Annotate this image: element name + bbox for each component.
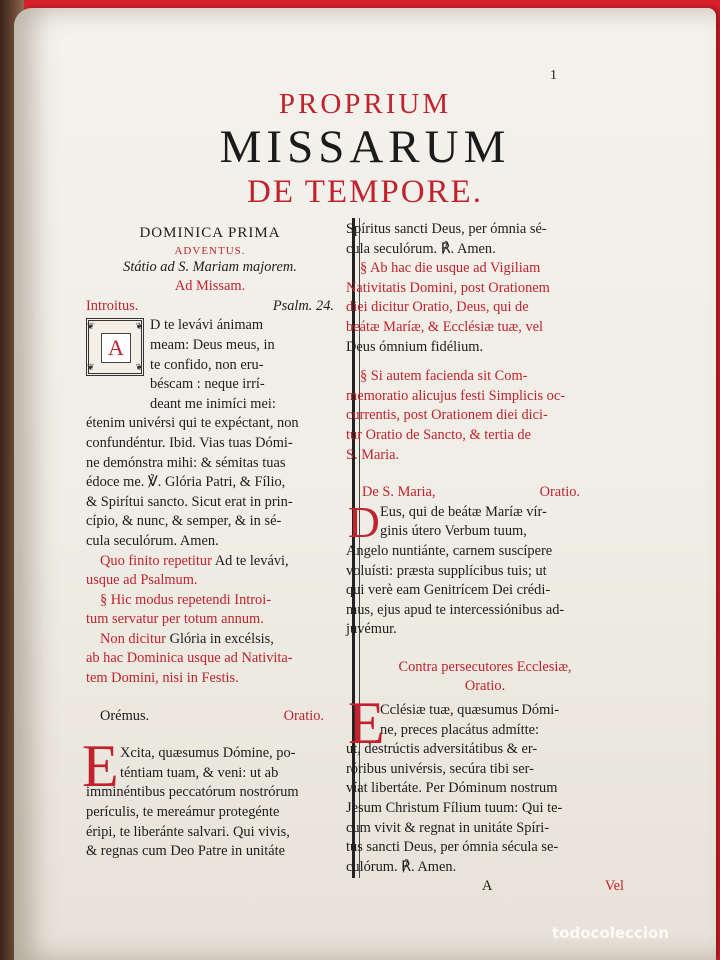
de-s-maria-label: De S. Maria, bbox=[362, 484, 436, 501]
introit-line: étenim univérsi qui te expéctant, non bbox=[86, 415, 299, 432]
prayer-line: téntiam tuam, & veni: ut ab bbox=[120, 764, 279, 781]
rubric-line: tur Oratio de Sancto, & tertia de bbox=[346, 426, 532, 443]
introit-line: te confido, non eru- bbox=[150, 356, 264, 373]
section-title: DOMINICA PRIMA bbox=[139, 225, 281, 241]
oremus-label: Orémus. bbox=[100, 707, 150, 724]
drop-cap-letter: D bbox=[348, 497, 380, 547]
prayer-line: Jesum Christum Fílium tuum: Qui te- bbox=[346, 800, 563, 817]
rubric-red-text: Non dicitur bbox=[100, 630, 166, 647]
rubric-line: tum servatur per totum annum. bbox=[86, 611, 264, 628]
watermark-logo: todocoleccion bbox=[552, 924, 669, 942]
rubric-black-text: Ad te levávi, bbox=[214, 552, 289, 569]
page-number: 1 bbox=[550, 68, 557, 83]
prayer-line: mus, ejus apud te intercessiónibus ad- bbox=[346, 601, 565, 618]
introit-line: cípio, & nunc, & semper, & in sé- bbox=[86, 513, 282, 530]
introit-line: béscam : neque irrí- bbox=[150, 376, 265, 393]
book-page bbox=[14, 8, 716, 960]
right-column bbox=[346, 220, 624, 897]
spacer bbox=[86, 689, 334, 707]
ornamental-initial bbox=[86, 318, 144, 376]
rubric-line: currentis, post Orationem diei dici- bbox=[346, 407, 548, 424]
ornament-icon: ❦ bbox=[135, 361, 143, 372]
prayer-line: Eus, qui de beátæ Maríæ vír- bbox=[380, 503, 547, 520]
prayer-line: ginis útero Verbum tuum, bbox=[380, 523, 527, 540]
spacer bbox=[346, 640, 624, 658]
oremus-line bbox=[86, 707, 334, 727]
ad-missam-label: Ad Missam. bbox=[174, 278, 246, 295]
rubric-line: beátæ Maríæ, & Ecclésiæ tuæ, vel bbox=[346, 318, 544, 335]
signature-mark: A bbox=[482, 878, 493, 895]
rubric-line: ab hac Dominica usque ad Nativita- bbox=[86, 650, 293, 667]
left-column bbox=[82, 224, 334, 862]
rubric-line: S. Maria. bbox=[346, 446, 400, 463]
introit-line: cula seculórum. Amen. bbox=[86, 532, 219, 549]
prayer-line: juvémur. bbox=[346, 621, 397, 638]
spacer bbox=[346, 465, 624, 483]
prayer-line: éripi, te liberánte salvari. Qui vivis, bbox=[86, 823, 290, 840]
introit-line: deant me inimíci mei: bbox=[150, 395, 276, 412]
rubric-gloria bbox=[86, 630, 334, 650]
rubric-line: § Hic modus repetendi Introi- bbox=[100, 591, 272, 608]
prayer-line: cum vivit & regnat in unitáte Spíri- bbox=[346, 819, 550, 836]
church-prayer bbox=[346, 690, 624, 877]
psalm-reference: Psalm. 24. bbox=[272, 297, 334, 314]
rubric-line: memoratio alicujus festi Simplicis oc- bbox=[346, 387, 566, 404]
ornament-icon: ❦ bbox=[87, 361, 95, 372]
heading-de-tempore: DE TEMPORE. bbox=[247, 174, 483, 210]
rubric-red-text: Quo finito repetitur bbox=[100, 552, 212, 569]
prayer-line: Cclésiæ tuæ, quæsumus Dómi- bbox=[380, 702, 560, 719]
oratio-label: Oratio. bbox=[283, 707, 324, 724]
prayer-line: & regnas cum Deo Patre in unitáte bbox=[86, 843, 286, 860]
prayer-line: róribus univérsis, secúra tibi ser- bbox=[346, 760, 534, 777]
rubric-line: Nativitatis Domini, post Orationem bbox=[346, 279, 550, 296]
rubric-repeat bbox=[86, 552, 334, 572]
drop-cap-letter: E bbox=[82, 733, 119, 800]
drop-cap-letter: E bbox=[348, 690, 385, 757]
introit-line: confundéntur. Ibid. Vias tuas Dómi- bbox=[86, 434, 293, 451]
collect-prayer bbox=[82, 733, 334, 862]
prayer-line: Xcita, quæsumus Dómine, po- bbox=[120, 745, 296, 762]
introit-line: ne demónstra mihi: & sémitas tuas bbox=[86, 454, 286, 471]
prayer-line: víat libertáte. Per Dóminum nostrum bbox=[346, 780, 558, 797]
prayer-line: Angelo nuntiánte, carnem suscípere bbox=[346, 542, 553, 559]
introitus-label: Introitus. bbox=[86, 297, 139, 314]
rubric-black-text: Glória in excélsis, bbox=[169, 630, 274, 647]
initial-letter: A bbox=[101, 333, 131, 363]
introit-line: & Spirítui sancto. Sicut erat in prin- bbox=[86, 493, 293, 510]
spacer bbox=[346, 357, 624, 367]
prayer-line: perículis, te mereámur protegénte bbox=[86, 804, 280, 821]
catchword: Vel bbox=[604, 878, 624, 895]
introit-line: meam: Deus meus, in bbox=[150, 336, 275, 353]
introit-line: édoce me. ℣. Glória Patri, & Fílio, bbox=[86, 474, 286, 491]
oratio-label: Oratio. bbox=[539, 484, 580, 501]
text-line: cula seculórum. ℟. Amen. bbox=[346, 240, 496, 257]
spacer bbox=[86, 726, 334, 744]
prayer-line: voluísti: præsta supplícibus tuis; ut bbox=[346, 562, 547, 579]
signature-line bbox=[346, 877, 624, 897]
prayer-line: imminéntibus peccatórum nostrórum bbox=[86, 784, 299, 801]
statio-line: Státio ad S. Mariam majorem. bbox=[123, 258, 297, 275]
prayer-line: culórum. ℟. Amen. bbox=[346, 858, 457, 875]
rubric-line: Deus ómnium fidélium. bbox=[346, 338, 484, 355]
heading-proprium: PROPRIUM bbox=[278, 88, 452, 120]
introit-text bbox=[86, 316, 334, 551]
introitus-line bbox=[86, 297, 334, 317]
section-subtitle: ADVENTUS. bbox=[174, 244, 246, 257]
rubric-line: § Si autem facienda sit Com- bbox=[360, 368, 528, 385]
ornament-icon: ❦ bbox=[87, 321, 95, 332]
rubric-line: diei dicitur Oratio, Deus, qui de bbox=[346, 299, 529, 316]
de-s-maria-line bbox=[346, 483, 624, 503]
prayer-line: ut, destrúctis adversitátibus & er- bbox=[346, 741, 538, 758]
prayer-line: tus sancti Deus, per ómnia sécula se- bbox=[346, 839, 559, 856]
prayer-line: qui verè eam Genitrícem Dei crédi- bbox=[346, 582, 551, 599]
ornament-icon: ❦ bbox=[135, 321, 143, 332]
marian-prayer bbox=[346, 497, 624, 640]
heading-missarum: MISSARUM bbox=[219, 121, 511, 173]
rubric-line: § Ab hac die usque ad Vigiliam bbox=[360, 260, 541, 277]
rubric-line: tem Domini, nisi in Festis. bbox=[86, 670, 239, 687]
introit-line: D te levávi ánimam bbox=[150, 317, 264, 334]
rubric-line: usque ad Psalmum. bbox=[86, 572, 198, 589]
prayer-line: ne, preces placátus admítte: bbox=[380, 721, 540, 738]
contra-heading: Contra persecutores Ecclesiæ, bbox=[398, 658, 572, 675]
text-line: Spíritus sancti Deus, per ómnia sé- bbox=[346, 221, 547, 237]
oratio-label: Oratio. bbox=[464, 678, 506, 695]
